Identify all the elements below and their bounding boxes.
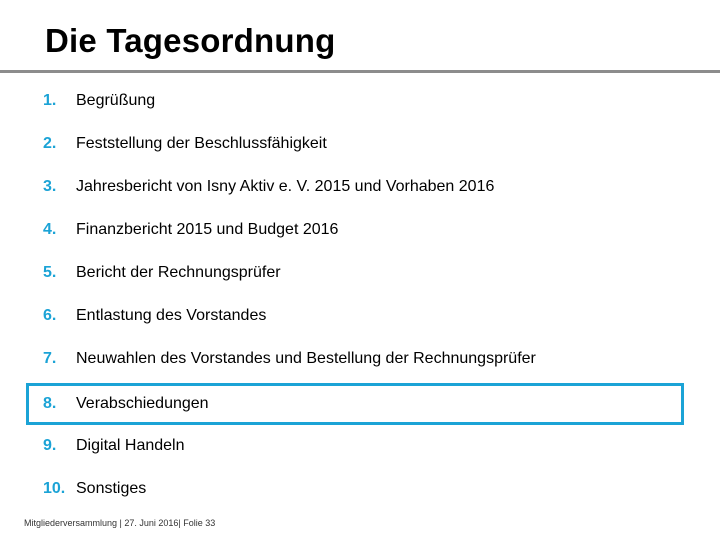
- agenda-item-number: 10.: [43, 480, 66, 497]
- agenda-item-2: [26, 123, 684, 165]
- agenda-item-number: 7.: [43, 350, 57, 367]
- agenda-item-number: 8.: [43, 395, 57, 412]
- agenda-item-number: 2.: [43, 135, 57, 152]
- agenda-item-number: 1.: [43, 92, 57, 109]
- slide-title: Die Tagesordnung: [45, 22, 336, 59]
- agenda-item-6: [26, 295, 684, 337]
- agenda-item-label: Entlastung des Vorstandes: [76, 307, 267, 324]
- agenda-item-1: [26, 80, 684, 122]
- agenda-item-3: [26, 166, 684, 208]
- slide-footer: Mitgliederversammlung | 27. Juni 2016| Folie 33: [24, 518, 216, 528]
- agenda-item-5: [26, 252, 684, 294]
- agenda-item-label: Verabschiedungen: [76, 395, 209, 412]
- agenda-item-10: [26, 468, 684, 510]
- agenda-item-8-current: [26, 383, 684, 425]
- agenda-item-number: 6.: [43, 307, 57, 324]
- agenda-item-number: 4.: [43, 221, 57, 238]
- agenda-item-label: Sonstiges: [76, 480, 147, 497]
- agenda-item-label: Feststellung der Beschlussfähigkeit: [76, 135, 327, 152]
- agenda-item-label: Bericht der Rechnungsprüfer: [76, 264, 281, 281]
- agenda-item-7: [26, 338, 684, 380]
- agenda-item-label: Finanzbericht 2015 und Budget 2016: [76, 221, 339, 238]
- agenda-item-label: Jahresbericht von Isny Aktiv e. V. 2015 und Vorhaben 2016: [76, 178, 495, 195]
- agenda-item-9: [26, 425, 684, 467]
- agenda-item-number: 5.: [43, 264, 57, 281]
- agenda-item-label: Begrüßung: [76, 92, 156, 109]
- agenda-item-4: [26, 209, 684, 251]
- agenda-item-number: 9.: [43, 437, 57, 454]
- agenda-item-number: 3.: [43, 178, 57, 195]
- agenda-item-label: Digital Handeln: [76, 437, 185, 454]
- agenda-item-label: Neuwahlen des Vorstandes und Bestellung der Rechnungsprüfer: [76, 350, 536, 367]
